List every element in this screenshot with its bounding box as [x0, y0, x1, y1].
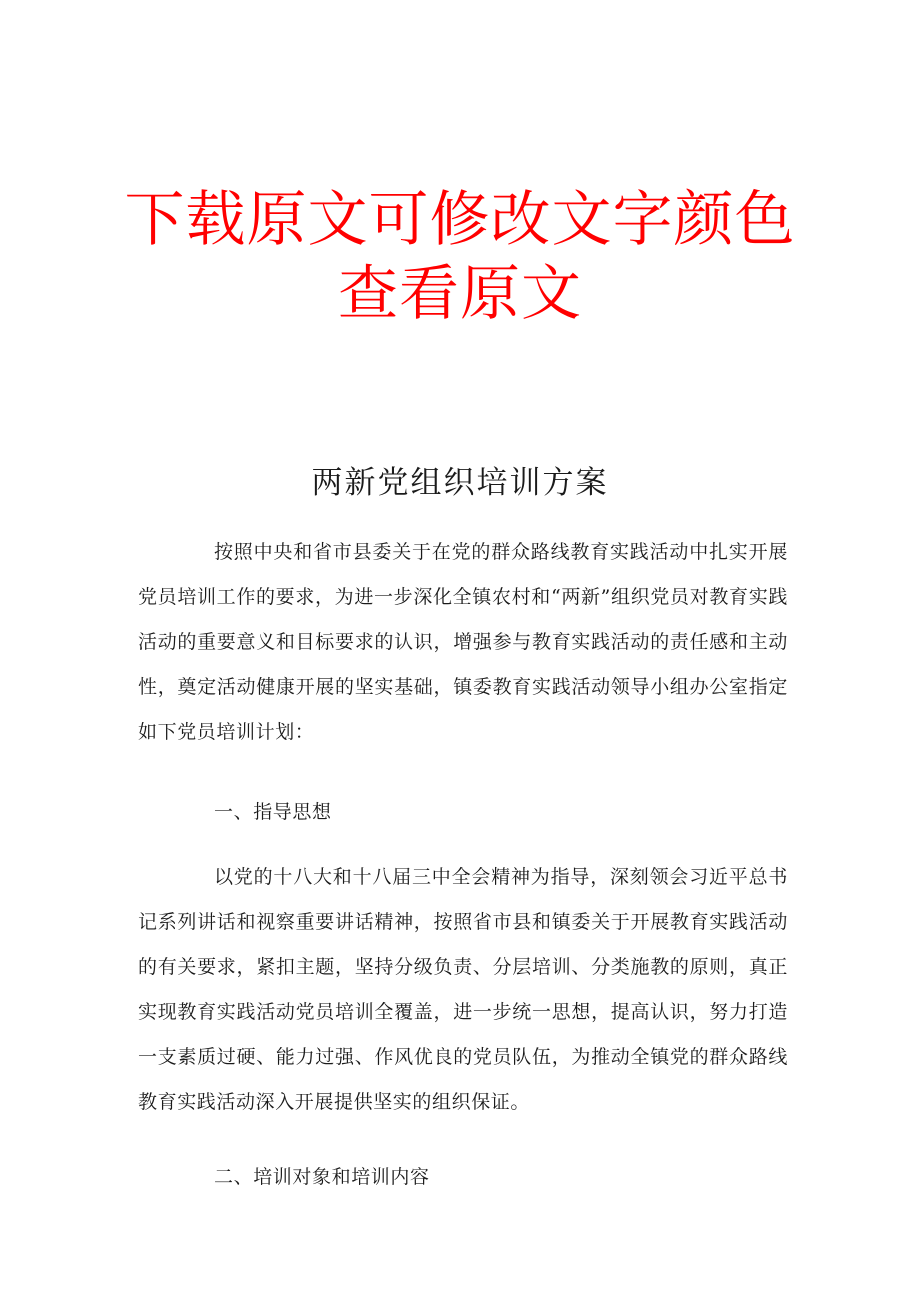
banner-line-view-original[interactable]: 查看原文 — [338, 259, 582, 329]
banner-line-download[interactable]: 下载原文可修改文字颜色 — [124, 185, 796, 255]
document-title: 两新党组织培训方案 — [311, 465, 609, 501]
section-body-guiding-thought: 以党的十八大和十八届三中全会精神为指导，深刻领会习近平总书记系列讲话和视察重要讲话精神，按照省市县和镇委关于开展教育实践活动的有关要求，紧扣主题，坚持分级负责、分层培训、分类施教的原则，真正实现教育实践活动党员培训全覆盖，进一步统一思想，提高认识，努力打造一支素质过硬、能力过强、作风优良的党员队伍，为推动全镇党的群众路线教育实践活动深入开展提供坚实的组织保证。 — [138, 866, 788, 1113]
section-heading-guiding-thought: 一、指导思想 — [214, 801, 332, 823]
intro-paragraph: 按照中央和省市县委关于在党的群众路线教育实践活动中扎实开展党员培训工作的要求，为进一步深化全镇农村和“两新”组织党员对教育实践活动的重要意义和目标要求的认识，增强参与教育实践活动的责任感和主动性，奠定活动健康开展的坚实基础，镇委教育实践活动领导小组办公室指定如下党员培训计划： — [138, 541, 788, 743]
section-heading-training-targets: 二、培训对象和培训内容 — [214, 1166, 430, 1188]
